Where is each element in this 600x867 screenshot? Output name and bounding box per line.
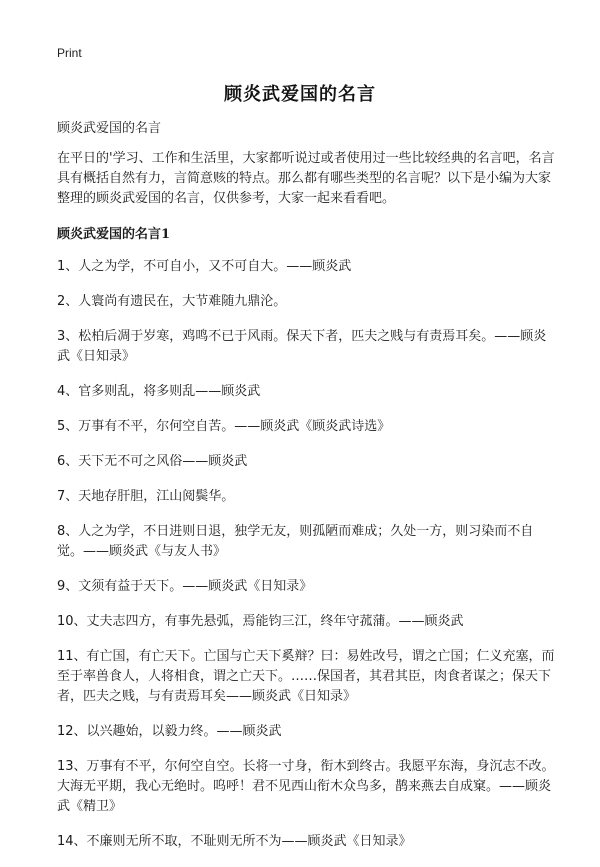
print-label[interactable]: Print (57, 46, 82, 60)
quote-item: 12、以兴趣始，以毅力终。——顾炎武 (57, 724, 282, 739)
quote-item: 1、人之为学，不可自小，又不可自大。——顾炎武 (57, 259, 352, 274)
quote-item: 4、官多则乱，将多则乱——顾炎武 (57, 384, 261, 399)
quote-item: 14、不廉则无所不取，不耻则无所不为——顾炎武《日知录》 (57, 834, 412, 849)
quote-item: 10、丈夫志四方，有事先悬弧，焉能钧三江，终年守菰蒲。——顾炎武 (57, 614, 464, 629)
quote-item: 5、万事有不平，尔何空自苦。——顾炎武《顾炎武诗选》 (57, 419, 391, 434)
quote-item: 6、天下无不可之风俗——顾炎武 (57, 454, 248, 469)
document-subtitle: 顾炎武爱国的名言 (57, 121, 162, 136)
quote-item: 7、天地存肝胆，江山阅鬓华。 (57, 489, 235, 504)
quote-item: 2、人寰尚有遗民在，大节难随九鼎沦。 (57, 294, 287, 309)
quote-item: 3、松柏后凋于岁寒，鸡鸣不已于风雨。保天下者，匹夫之贱与有责焉耳矣。——顾炎武《日知录》 (57, 329, 547, 364)
quote-list (57, 257, 557, 852)
page-title: 顾炎武爱国的名言 (224, 84, 376, 105)
section-heading: 顾炎武爱国的名言1 (57, 227, 171, 242)
intro-paragraph: 在平日的'学习、工作和生活里，大家都听说过或者使用过一些比较经典的名言吧，名言具有概括自然有力，言简意赅的特点。那么都有哪些类型的名言呢？以下是小编为大家整理的顾炎武爱国的名言，仅供参考，大家一起来看看吧。 (57, 151, 555, 206)
quote-item: 11、有亡国，有亡天下。亡国与亡天下奚辩？曰：易姓改号，谓之亡国；仁义充塞，而至于率兽食人，人将相食，谓之亡天下。……保国者，其君其臣，肉食者谋之；保天下者，匹夫之贱，与有责焉耳矣——顾炎武《日知录》 (57, 649, 555, 704)
quote-item: 8、人之为学，不日进则日退，独学无友，则孤陋而难成；久处一方，则习染而不自觉。——顾炎武《与友人书》 (57, 524, 534, 559)
quote-item: 13、万事有不平，尔何空自空。长将一寸身，衔木到终古。我愿平东海，身沉志不改。大海无平期，我心无绝时。呜呼！君不见西山衔木众鸟多，鹊来燕去自成窠。——顾炎武《精卫》 (57, 759, 555, 814)
quote-item: 9、文须有益于天下。——顾炎武《日知录》 (57, 579, 313, 594)
document-body (57, 119, 557, 867)
